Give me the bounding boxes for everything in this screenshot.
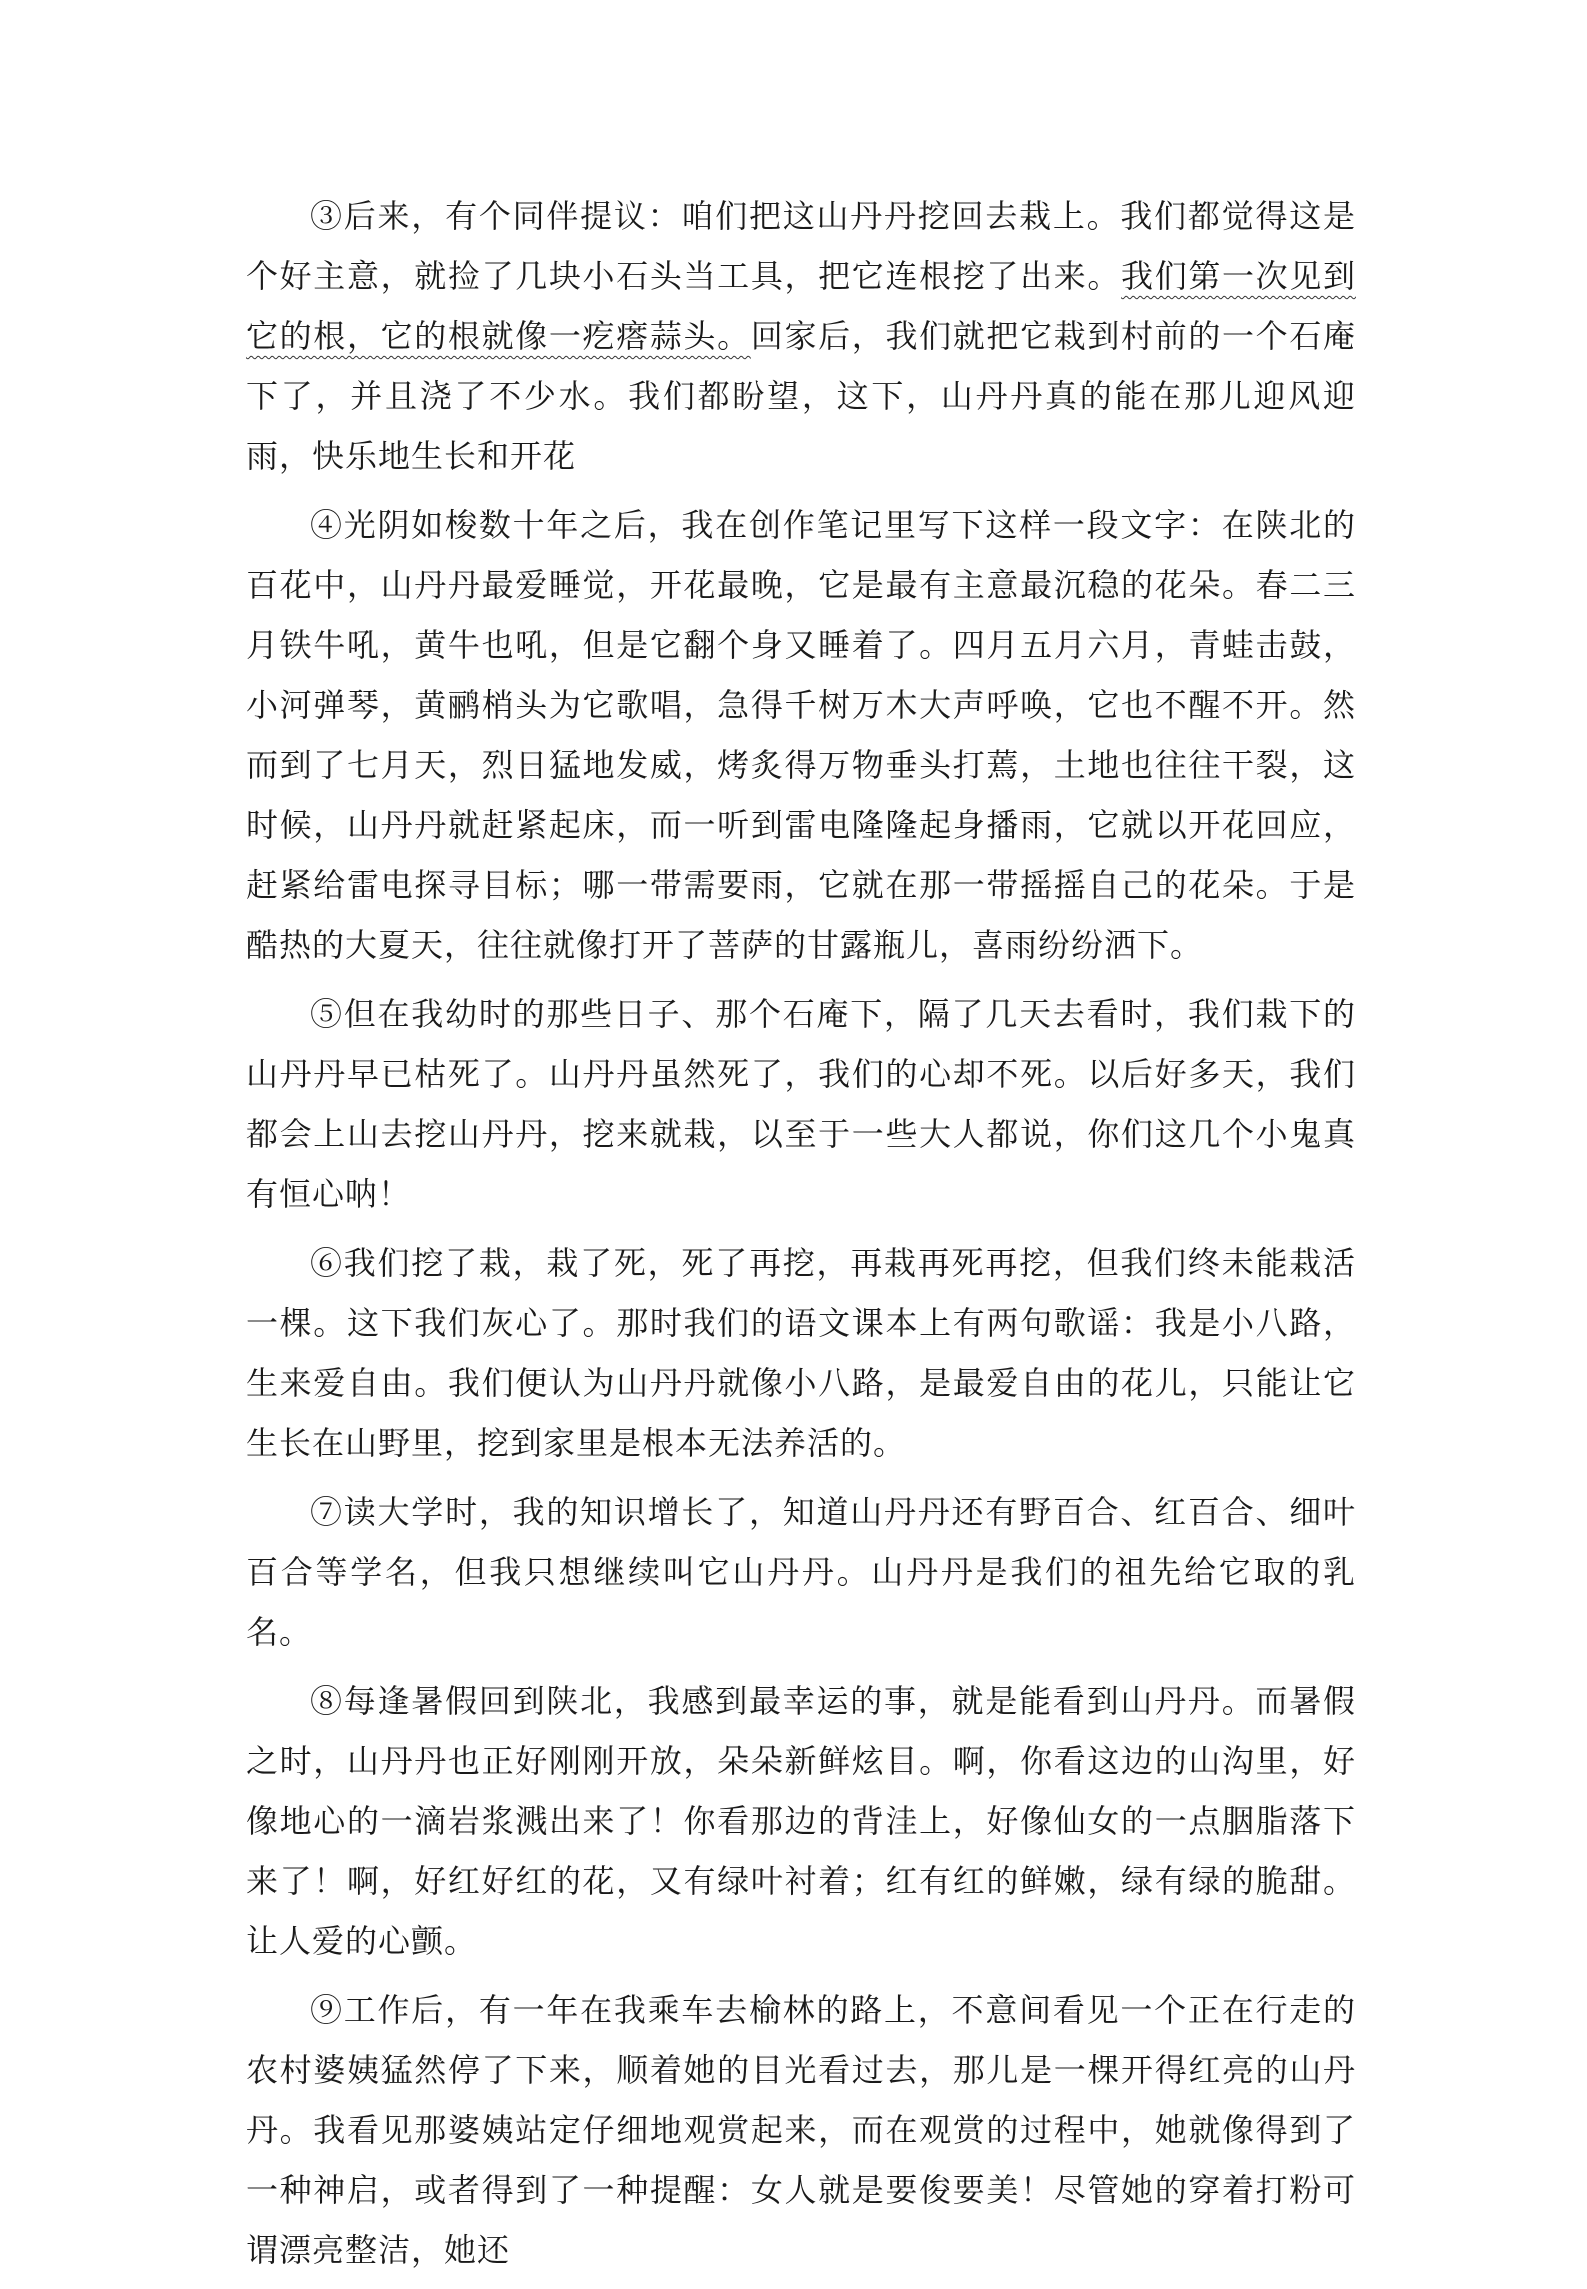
paragraph-5: ⑤但在我幼时的那些日子、那个石庵下，隔了几天去看时，我们栽下的山丹丹早已枯死了。山丹丹虽然死了，我们的心却不死。以后好多天，我们都会上山去挖山丹丹，挖来就栽，以至于一些大人都说，你们这几个小鬼真有恒心呐！ <box>246 995 1356 1213</box>
article-body <box>246 186 1356 2289</box>
wavy-underlined-sentence: 我们第一次见到它的根，它的根就像一疙瘩蒜头。 <box>246 257 1356 355</box>
paragraph-8: ⑧每逢暑假回到陕北，我感到最幸运的事，就是能看到山丹丹。而暑假之时，山丹丹也正好刚刚开放，朵朵新鲜炫目。啊，你看这边的山沟里，好像地心的一滴岩浆溅出来了！你看那边的背洼上，好像仙女的一点胭脂落下来了！啊，好红好红的花，又有绿叶衬着；红有红的鲜嫩，绿有绿的脆甜。让人爱的心颤。 <box>246 1682 1356 1960</box>
paragraph-6: ⑥我们挖了栽，栽了死，死了再挖，再栽再死再挖，但我们终未能栽活一棵。这下我们灰心了。那时我们的语文课本上有两句歌谣：我是小八路，生来爱自由。我们便认为山丹丹就像小八路，是最爱自由的花儿，只能让它生长在山野里，挖到家里是根本无法养活的。 <box>246 1244 1356 1462</box>
paragraph-7: ⑦读大学时，我的知识增长了，知道山丹丹还有野百合、红百合、细叶百合等学名，但我只想继续叫它山丹丹。山丹丹是我们的祖先给它取的乳名。 <box>246 1493 1356 1651</box>
paragraph-3-text-before: ③后来，有个同伴提议：咱们把这山丹丹挖回去栽上。我们都觉得这是个好主意，就捡了几块小石头当工具，把它连根挖了出来。 <box>246 197 1356 295</box>
paragraph-3-text-after: 回家后，我们就把它栽到村前的一个石庵下了，并且浇了不少水。我们都盼望，这下，山丹丹真的能在那儿迎风迎雨，快乐地生长和开花 <box>246 317 1356 475</box>
paragraph-4: ④光阴如梭数十年之后，我在创作笔记里写下这样一段文字：在陕北的百花中，山丹丹最爱睡觉，开花最晚，它是最有主意最沉稳的花朵。春二三月铁牛吼，黄牛也吼，但是它翻个身又睡着了。四月五月六月，青蛙击鼓，小河弹琴，黄鹂梢头为它歌唱，急得千树万木大声呼唤，它也不醒不开。然而到了七月天，烈日猛地发威，烤炙得万物垂头打蔫，土地也往往干裂，这时候，山丹丹就赶紧起床，而一听到雷电隆隆起身播雨，它就以开花回应，赶紧给雷电探寻目标；哪一带需要雨，它就在那一带摇摇自己的花朵。于是酷热的大夏天，往往就像打开了菩萨的甘露瓶儿，喜雨纷纷洒下。 <box>246 506 1356 964</box>
paragraph-9: ⑨工作后，有一年在我乘车去榆林的路上，不意间看见一个正在行走的农村婆姨猛然停了下来，顺着她的目光看过去，那儿是一棵开得红亮的山丹丹。我看见那婆姨站定仔细地观赏起来，而在观赏的过程中，她就像得到了一种神启，或者得到了一种提醒：女人就是要俊要美！尽管她的穿着打粉可谓漂亮整洁，她还 <box>246 1991 1356 2269</box>
paragraph-3 <box>246 186 1356 486</box>
